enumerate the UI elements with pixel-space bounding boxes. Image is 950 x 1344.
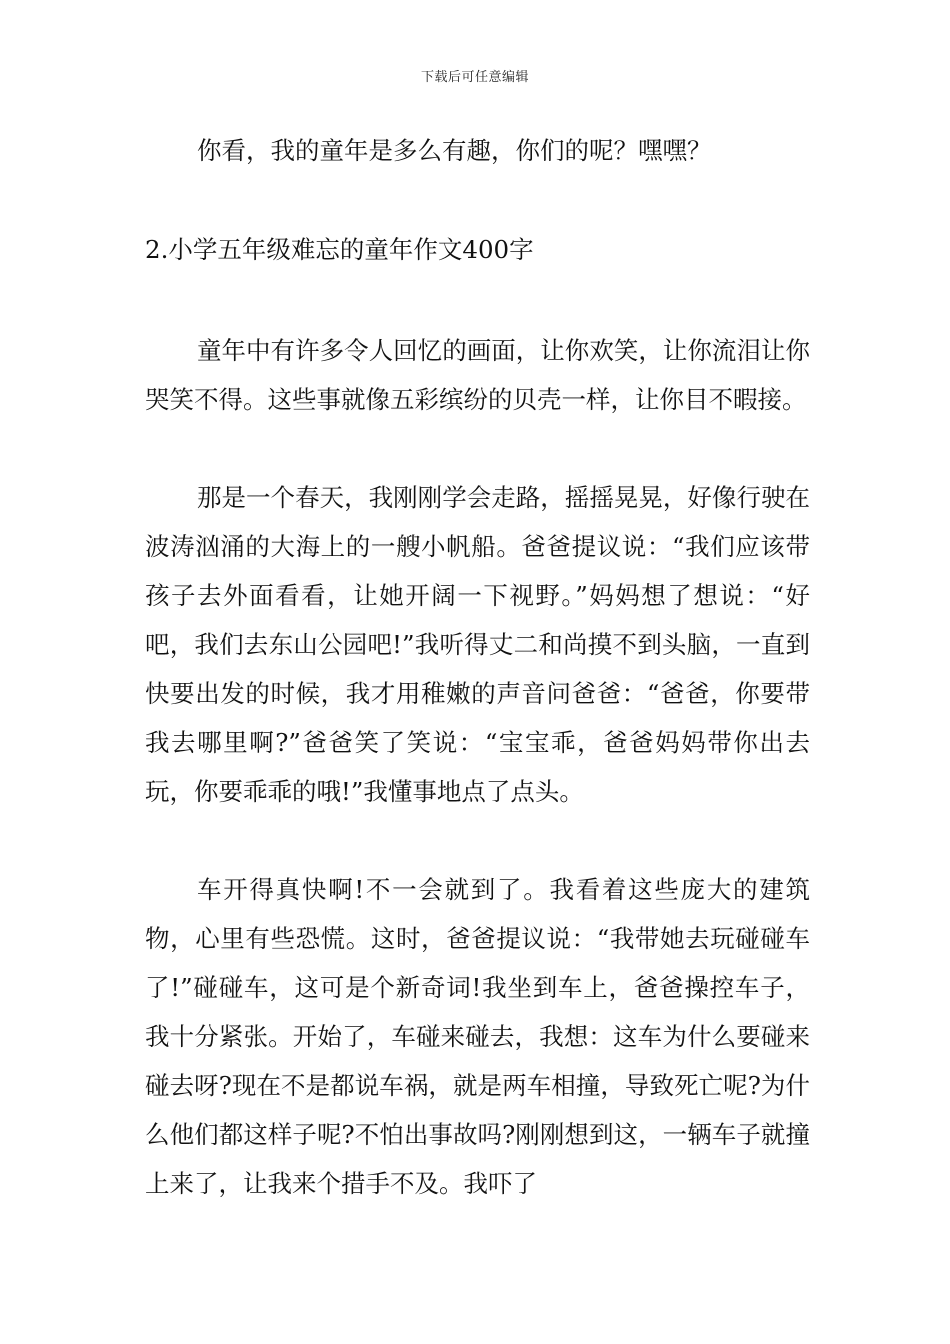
page-header: 下载后可任意编辑 [420,70,529,85]
section-heading: 2.小学五年级难忘的童年作文400字 [145,235,534,264]
paragraph: 那是一个春天，我刚刚学会走路，摇摇晃晃，好像行驶在波涛汹涌的大海上的一艘小帆船。爸爸提议说：“我们应该带孩子去外面看看，让她开阔一下视野。”妈妈想了想说：“好吧，我们去东山公园吧!”我听得丈二和尚摸不到头脑，一直到快要出发的时候，我才用稚嫩的声音问爸爸：“爸爸，你要带我去哪里啊?”爸爸笑了笑说：“宝宝乖，爸爸妈妈带你出去玩，你要乖乖的哦!”我懂事地点了点头。 [145,483,810,806]
paragraph: 车开得真快啊!不一会就到了。我看着这些庞大的建筑物，心里有些恐慌。这时，爸爸提议说：“我带她去玩碰碰车了!”碰碰车，这可是个新奇词!我坐到车上，爸爸操控车子，我十分紧张。开始了，车碰来碰去，我想：这车为什么要碰来碰去呀?现在不是都说车祸，就是两车相撞，导致死亡呢?为什么他们都这样子呢?不怕出事故吗?刚刚想到这，一辆车子就撞上来了，让我来个措手不及。我吓了 [145,875,810,1198]
paragraph: 童年中有许多令人回忆的画面，让你欢笑，让你流泪让你哭笑不得。这些事就像五彩缤纷的贝壳一样，让你目不暇接。 [145,336,810,414]
closing-paragraph: 你看，我的童年是多么有趣，你们的呢？嘿嘿？ [197,136,712,165]
